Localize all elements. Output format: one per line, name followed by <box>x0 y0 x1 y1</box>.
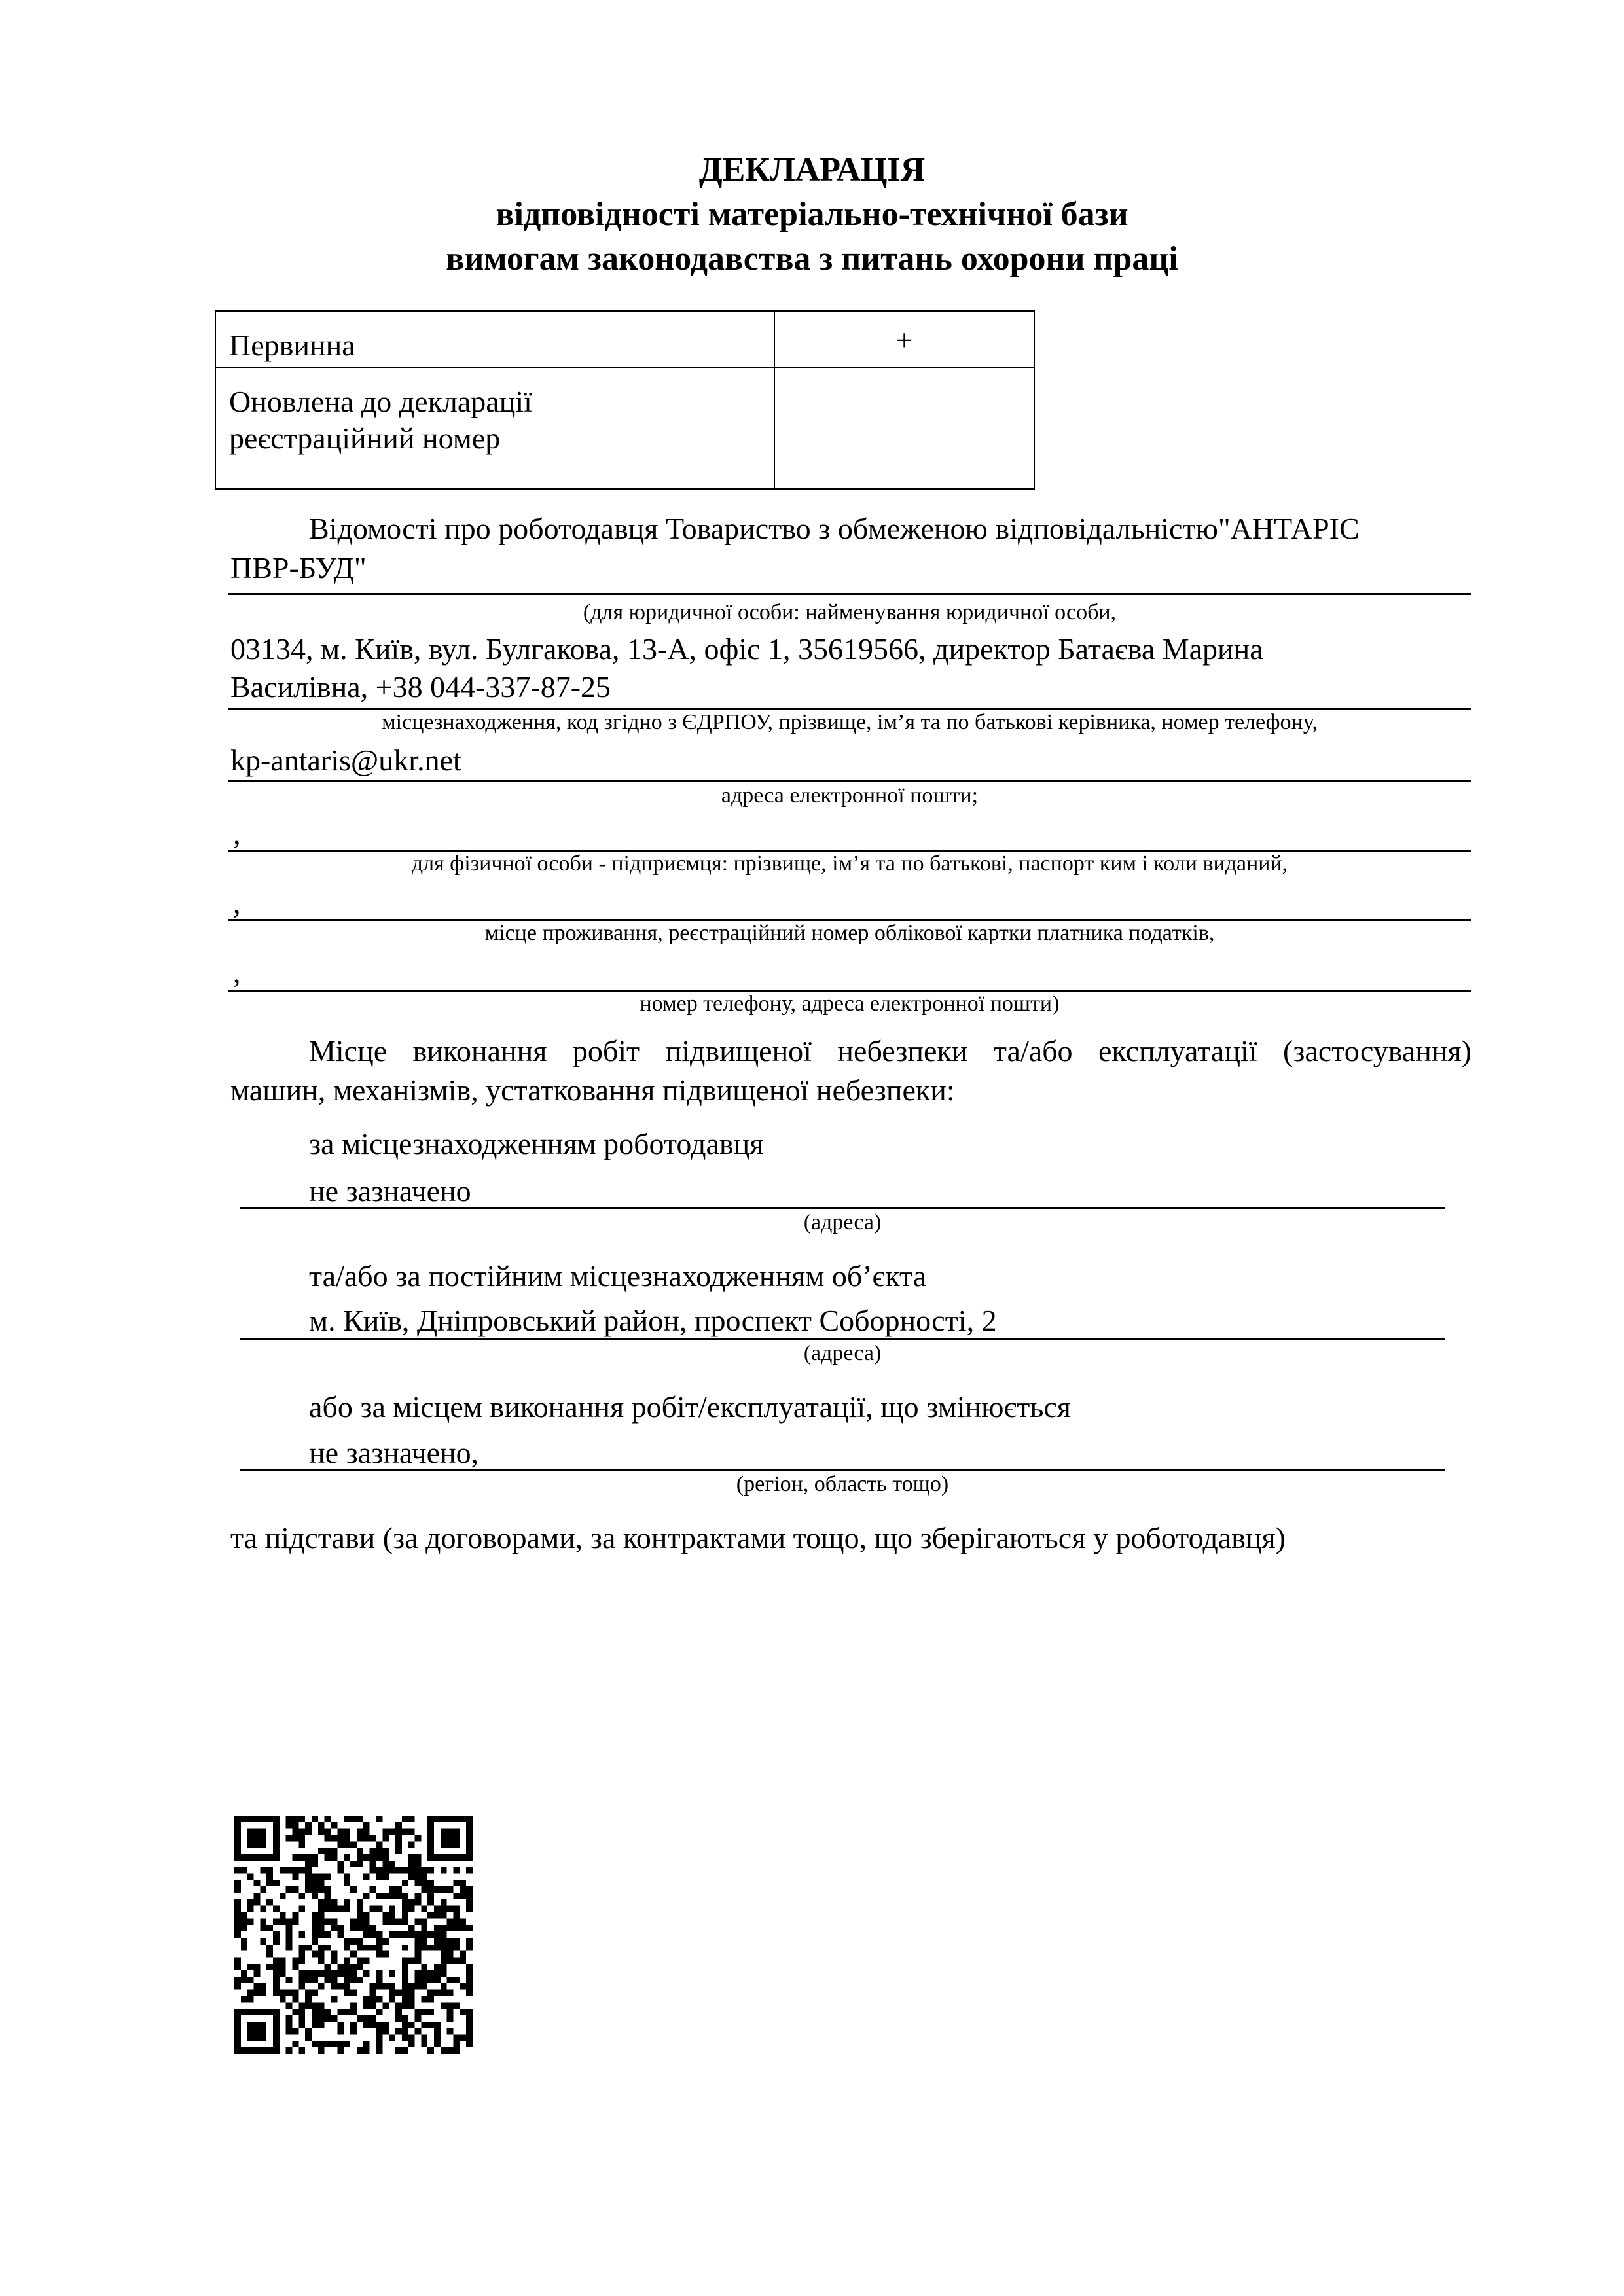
declaration-type-table <box>215 310 1035 490</box>
caption-contacts: номер телефону, адреса електронної пошти) <box>640 992 1060 1016</box>
initial-label: Первинна <box>215 311 774 367</box>
grounds-text: та підстави (за договорами, за контрактами тощо, що зберігаються у роботодавця) <box>230 1521 1286 1554</box>
employer-address-line-2: Василівна, +38 044-337-87-25 <box>230 670 611 704</box>
caption-location: місцезнаходження, код згідно з ЄДРПОУ, прізвище, ім’я та по батькові керівника, номер телефону, <box>382 710 1318 734</box>
by-employer-value: не зазначено <box>309 1174 471 1208</box>
email-rule <box>228 780 1471 782</box>
by-employer-label: за місцезнаходженням роботодавця <box>309 1127 764 1160</box>
title-line-2: відповідності матеріально-технічної бази <box>496 196 1128 233</box>
title-line-3: вимогам законодавства з питань охорони праці <box>446 240 1178 278</box>
employer-email: kp-antaris@ukr.net <box>230 744 461 777</box>
by-changing-rule <box>240 1469 1445 1471</box>
caption-residence: місце проживання, реєстраційний номер облікової картки платника податків, <box>484 921 1215 945</box>
employer-name-rule <box>228 593 1471 595</box>
caption-address-2: (адреса) <box>803 1341 882 1365</box>
by-object-rule <box>240 1338 1445 1340</box>
employer-address-line-1: 03134, м. Київ, вул. Булгакова, 13-А, офіс 1, 35619566, директор Батаєва Марина <box>230 632 1263 666</box>
by-object-label: та/або за постійним місцезнаходженням об’єкта <box>309 1259 927 1293</box>
workplace-intro-line-2: машин, механізмів, устатковання підвищеної небезпеки: <box>230 1073 955 1107</box>
updated-label-line-2: реєстраційний номер <box>229 422 501 455</box>
updated-label-line-1: Оновлена до декларації <box>229 385 532 418</box>
caption-address-1: (адреса) <box>803 1210 882 1234</box>
employer-line-1: Відомості про роботодавця Товариство з обмеженою відповідальністю"АНТАРІС <box>309 512 1360 545</box>
caption-email: адреса електронної пошти; <box>721 783 979 808</box>
caption-legal-entity: (для юридичної особи: найменування юридичної особи, <box>583 600 1117 624</box>
by-object-value: м. Київ, Дніпровський район, проспект Соборності, 2 <box>309 1304 997 1337</box>
by-changing-value: не зазначено, <box>309 1436 479 1469</box>
by-employer-rule <box>240 1207 1445 1209</box>
by-changing-label: або за місцем виконання робіт/експлуатації, що змінюється <box>309 1390 1071 1424</box>
initial-mark: + <box>774 311 1034 367</box>
comma-1: , <box>233 817 241 850</box>
employer-line-2: ПВР-БУД" <box>230 551 367 584</box>
comma-3: , <box>233 956 241 989</box>
caption-region: (регіон, область тощо) <box>736 1472 949 1496</box>
comma-2: , <box>233 886 241 920</box>
updated-mark <box>774 367 1034 489</box>
caption-entrepreneur: для фізичної особи - підприємця: прізвище, ім’я та по батькові, паспорт ким і коли виданий, <box>411 852 1288 876</box>
title-line-1: ДЕКЛАРАЦІЯ <box>698 151 926 188</box>
workplace-intro-line-1: Місце виконання робіт підвищеної небезпеки та/або експлуатації (застосування) <box>309 1034 1471 1067</box>
qr-code-icon <box>234 1816 473 2054</box>
updated-label <box>215 367 774 489</box>
